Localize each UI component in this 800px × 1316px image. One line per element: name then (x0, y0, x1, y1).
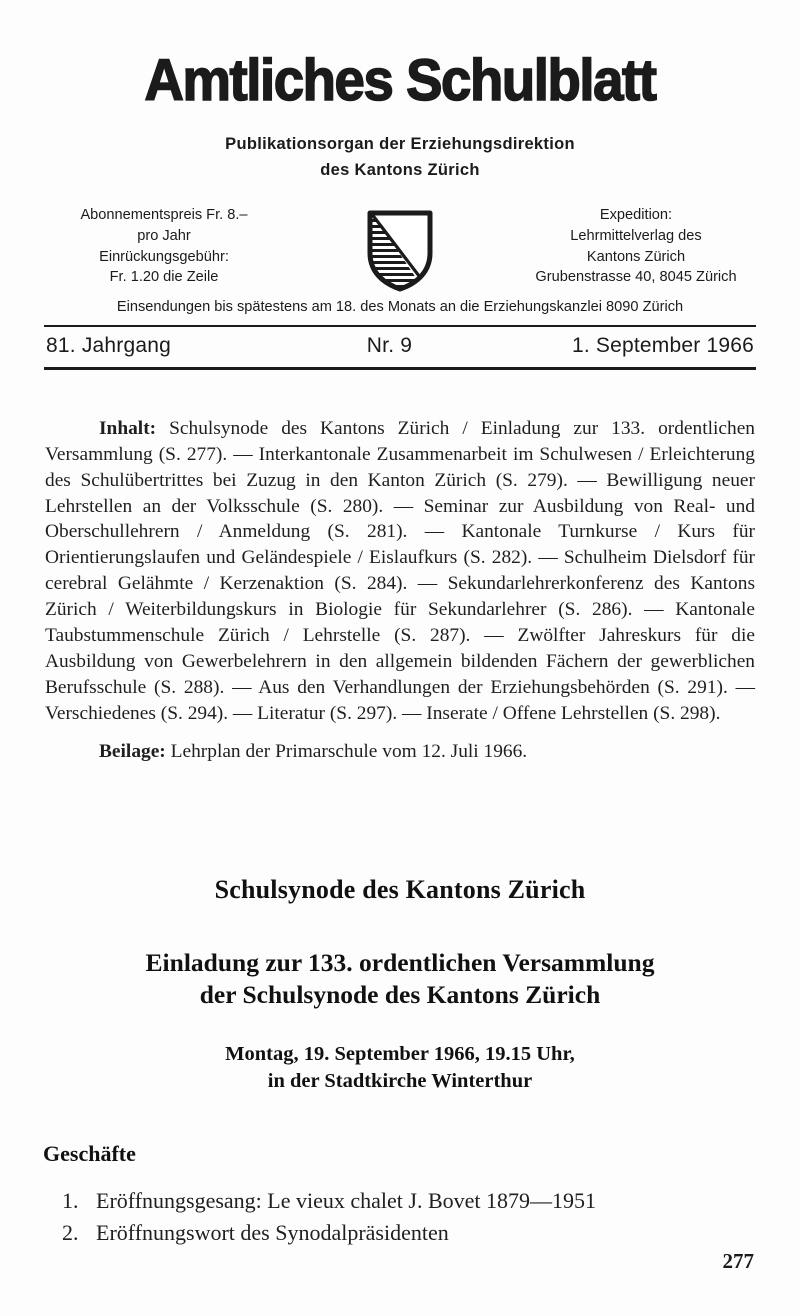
subtitle-line-1: Publikationsorgan der Erziehungsdirektion (225, 135, 575, 153)
crest-container (352, 205, 448, 293)
agenda-item-number: 2. (62, 1220, 79, 1246)
meeting-datetime: Montag, 19. September 1966, 19.15 Uhr, (225, 1042, 575, 1065)
expedition-address: Grubenstrasse 40, 8045 Zürich (535, 269, 737, 286)
insertion-fee-value: Fr. 1.20 die Zeile (109, 269, 219, 286)
contents-body: Schulsynode des Kantons Zürich / Einladung zur 133. ordentlichen Versammlung (S. 277). — Interkantonale Zusammenarbeit im Schulwesen / Erleichterung des Schulübertrittes bei Zuzug in den Kanton Zürich (S. 279). — Bewilligung neuer Lehrstellen an der Volksschule (S. 280). — Seminar zur Ausbildung von Real- und Oberschullehrern / Anmeldung (S. 281). — Kantonale Turnkurse / Kurs für Orientierungslaufen und Geländespiele / Eislaufkurs (S. 282). — Schulheim Dielsdorf für cerebral Gelähmte / Kerzenaktion (S. 284). — Sekundarlehrerkonferenz des Kantons Zürich / Weiterbildungskurs in Biologie für Sekundarlehrer (S. 286). — Kantonale Taubstummenschule Zürich / Lehrstelle (S. 287). — Zwölfter Jahreskurs für die Ausbildung von Gewerbelehrern in den allgemein bildenden Fächern der gewerblichen Berufsschule (S. 288). — Aus den Verhandlungen der Erziehungsbehörden (S. 291). — Verschiedenes (S. 294). — Literatur (S. 297). — Inserate / Offene Lehrstellen (S. 298). (45, 417, 755, 724)
subscription-info-block (14, 205, 314, 288)
meeting-venue: in der Stadtkirche Winterthur (267, 1069, 533, 1092)
submission-notice: Einsendungen bis spätestens am 18. des Monats an die Erziehungskanzlei 8090 Zürich (116, 299, 684, 316)
attachment-label: Beilage: (99, 740, 166, 762)
agenda-item-text: Eröffnungswort des Synodalpräsidenten (96, 1220, 449, 1246)
agenda-list (0, 1185, 800, 1250)
table-of-contents (45, 416, 755, 727)
agenda-item-text: Eröffnungsgesang: Le vieux chalet J. Bovet 1879—1951 (96, 1187, 596, 1213)
invitation-line-2: der Schulsynode des Kantons Zürich (199, 979, 601, 1009)
subscription-period: pro Jahr (137, 227, 191, 244)
attachment-note (45, 739, 755, 765)
publication-subtitle (0, 132, 800, 183)
meeting-details (0, 1041, 800, 1095)
attachment-text: Lehrplan der Primarschule vom 12. Juli 1966. (170, 740, 528, 762)
agenda-heading: Geschäfte (43, 1140, 136, 1166)
invitation-line-1: Einladung zur 133. ordentlichen Versammlung (145, 947, 655, 977)
agenda-item (0, 1217, 800, 1250)
issue-volume: 81. Jahrgang (46, 333, 171, 357)
zurich-coat-of-arms-icon (364, 207, 436, 293)
expedition-label: Expedition: (599, 207, 673, 224)
issue-bar (46, 327, 754, 367)
publication-title: Amtliches Schulblatt (144, 48, 656, 113)
expedition-publisher: Lehrmittelverlag des (570, 227, 702, 244)
agenda-item-number: 1. (62, 1187, 79, 1213)
subscription-price: Abonnementspreis Fr. 8.– (80, 207, 248, 224)
contents-label: Inhalt: (99, 417, 157, 439)
invitation-heading (0, 947, 800, 1011)
expedition-info-block (486, 205, 786, 288)
issue-number: Nr. 9 (366, 333, 413, 357)
agenda-item (0, 1185, 800, 1218)
issue-bar-rule-bottom (44, 367, 756, 370)
page-number: 277 (722, 1249, 754, 1273)
masthead-info-strip (0, 205, 800, 293)
subtitle-line-2: des Kantons Zürich (320, 160, 480, 179)
article-section-title: Schulsynode des Kantons Zürich (214, 874, 586, 904)
expedition-canton: Kantons Zürich (586, 248, 686, 265)
insertion-fee-label: Einrückungsgebühr: (99, 248, 229, 265)
issue-date: 1. September 1966 (571, 333, 754, 357)
